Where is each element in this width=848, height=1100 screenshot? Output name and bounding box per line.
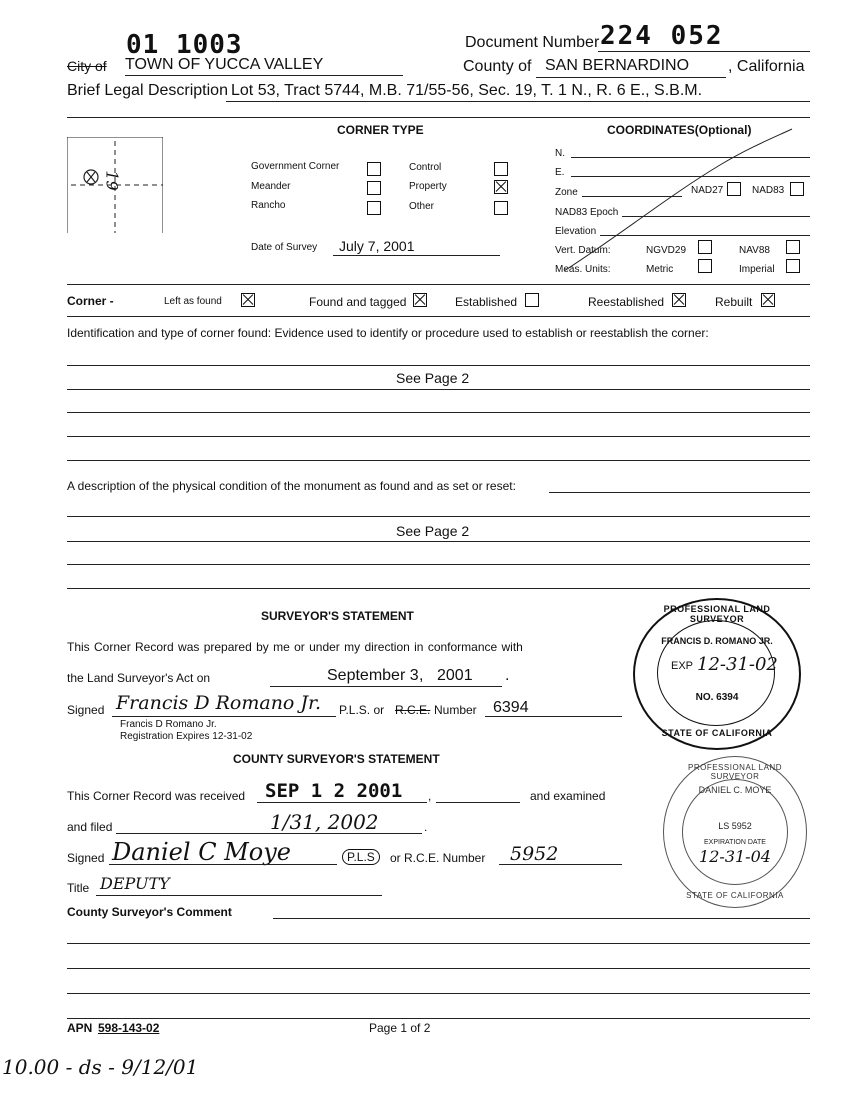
seal2-exp-value: 12-31-04 [699, 847, 771, 866]
vertical-datum-label: Vert. Datum: [555, 245, 611, 256]
metric-label: Metric [646, 264, 674, 275]
corner-status-label-item: Reestablished [588, 295, 665, 309]
surveyor-number-value: 6394 [493, 699, 529, 716]
corner-status-label-item: Left as found [164, 296, 222, 307]
corner-sketch [67, 137, 163, 233]
meander-checkbox[interactable] [367, 181, 381, 195]
corner-status-label-item: Found and tagged [309, 295, 407, 309]
corner-option-label: Rancho [251, 200, 286, 211]
seal2-bottom-arc: STATE OF CALIFORNIA [686, 891, 784, 900]
rce-struck: R.C.E. [395, 703, 431, 717]
county-statement-title: COUNTY SURVEYOR'S STATEMENT [233, 752, 440, 766]
surveyor-registration: Registration Expires 12-31-02 [120, 731, 253, 742]
corner-option-label: Other [409, 201, 435, 212]
rancho-checkbox[interactable] [367, 201, 381, 215]
rebuilt-checkbox[interactable] [761, 293, 775, 307]
east-label: E. [555, 167, 565, 178]
units-label: Meas. Units: [555, 264, 611, 275]
seal1-number: NO. 6394 [695, 692, 739, 703]
title-label: Title [67, 881, 90, 895]
county-comment-label: County Surveyor's Comment [67, 905, 232, 919]
imperial-label: Imperial [739, 264, 775, 275]
surveyor-statement-title: SURVEYOR'S STATEMENT [261, 609, 414, 623]
surveyor-seal [633, 598, 801, 750]
description-label: A description of the physical condition of the monument as found and as set or reset: [67, 479, 516, 493]
corner-type-title: CORNER TYPE [337, 123, 424, 137]
county-signature: Daniel C Moye [112, 838, 291, 866]
control-checkbox[interactable] [494, 162, 508, 176]
reestablished-checkbox[interactable] [672, 293, 686, 307]
county-value: SAN BERNARDINO [545, 57, 690, 74]
state-suffix: , California [728, 58, 805, 75]
property-checkbox[interactable] [494, 180, 508, 194]
ngvd29-label: NGVD29 [646, 245, 687, 256]
corner-status-label-item: Established [455, 295, 518, 309]
date-of-survey-value: July 7, 2001 [339, 238, 415, 254]
corner-sketch-note: 19 [102, 170, 122, 191]
act-date: September 3 [327, 667, 419, 684]
legal-description-label: Brief Legal Description [67, 82, 228, 99]
surveyor-statement-text: This Corner Record was prepared by me or under my direction in conformance with [67, 640, 523, 654]
handwritten-footer-note: 10.00 - ds - 9/12/01 [2, 1055, 199, 1079]
surveyor-printed-name: Francis D Romano Jr. [120, 719, 217, 730]
seal1-name: FRANCIS D. ROMANO JR. [661, 636, 773, 646]
epoch-label: NAD83 Epoch [555, 207, 619, 218]
seal1-top-arc: PROFESSIONAL LAND SURVEYOR [663, 604, 771, 624]
identification-label: Identification and type of corner found: Evidence used to identify or procedure used to establish or reestablish the corner: [67, 326, 709, 340]
coordinates-title: COORDINATES(Optional) [607, 123, 752, 137]
county-pls-label: P.L.S [342, 849, 380, 865]
county-number-value: 5952 [510, 843, 559, 865]
title-value: DEPUTY [100, 874, 170, 893]
received-label: This Corner Record was received [67, 789, 246, 803]
number-label: Number [434, 703, 477, 717]
county-signed-label: Signed [67, 851, 105, 865]
seal2-ls: LS 5952 [718, 821, 752, 831]
received-stamp: SEP 1 2 2001 [265, 780, 403, 802]
established-checkbox[interactable] [525, 293, 539, 307]
county-rce-label: or R.C.E. Number [390, 851, 486, 865]
left-as-found-checkbox[interactable] [241, 293, 255, 307]
seal2-exp-label: EXPIRATION DATE [704, 839, 766, 846]
city-value: TOWN OF YUCCA VALLEY [125, 56, 324, 73]
corner-option-label: Control [409, 162, 442, 173]
surveyor-signature: Francis D Romano Jr. [116, 692, 322, 714]
corner-option-label: Property [409, 181, 447, 192]
seal2-name: DANIEL C. MOYE [698, 785, 772, 795]
document-number-label: Document Number [465, 34, 600, 51]
filed-label: and filed [67, 820, 113, 834]
corner-status-label-item: Rebuilt [715, 295, 753, 309]
other-checkbox[interactable] [494, 201, 508, 215]
north-label: N. [555, 148, 565, 159]
seal1-bottom-arc: STATE OF CALIFORNIA [661, 728, 773, 738]
date-of-survey-label: Date of Survey [251, 242, 318, 253]
elevation-label: Elevation [555, 226, 597, 237]
corner-status-label: Corner - [67, 294, 114, 308]
apn-value: 598-143-02 [98, 1021, 160, 1035]
coordinates-strike-line [560, 125, 800, 275]
document-number-value: 224 052 [600, 21, 724, 51]
seal2-top-arc: PROFESSIONAL LAND SURVEYOR [687, 763, 782, 781]
corner-option-label: Meander [251, 181, 291, 192]
identification-value: See Page 2 [396, 370, 470, 386]
act-label: the Land Surveyor's Act on [67, 671, 211, 685]
examined-label: and examined [530, 789, 606, 803]
county-label: County of [463, 58, 532, 75]
filed-date: 1/31, 2002 [270, 810, 379, 834]
found-and-tagged-checkbox[interactable] [413, 293, 427, 307]
description-value: See Page 2 [396, 523, 470, 539]
nad27-label: NAD27 [691, 185, 724, 196]
pls-label: P.L.S. or [339, 703, 385, 717]
handwritten-reference-number: 01 1003 [126, 30, 243, 60]
seal1-exp-label: EXP [671, 660, 694, 672]
act-year: 2001 [437, 667, 473, 684]
seal1-exp-value: 12-31-02 [697, 654, 778, 675]
government-corner-checkbox[interactable] [367, 162, 381, 176]
page-number: Page 1 of 2 [369, 1021, 431, 1035]
city-label-struck: City of [67, 58, 107, 74]
apn-label: APN [67, 1021, 93, 1035]
legal-description-value: Lot 53, Tract 5744, M.B. 71/55-56, Sec. 19, T. 1 N., R. 6 E., S.B.M. [231, 82, 703, 99]
nad83-label: NAD83 [752, 185, 785, 196]
navd88-label: NAV88 [739, 245, 770, 256]
surveyor-signed-label: Signed [67, 703, 105, 717]
zone-label: Zone [555, 187, 578, 198]
corner-option-label: Government Corner [251, 161, 340, 172]
county-seal [663, 756, 807, 908]
